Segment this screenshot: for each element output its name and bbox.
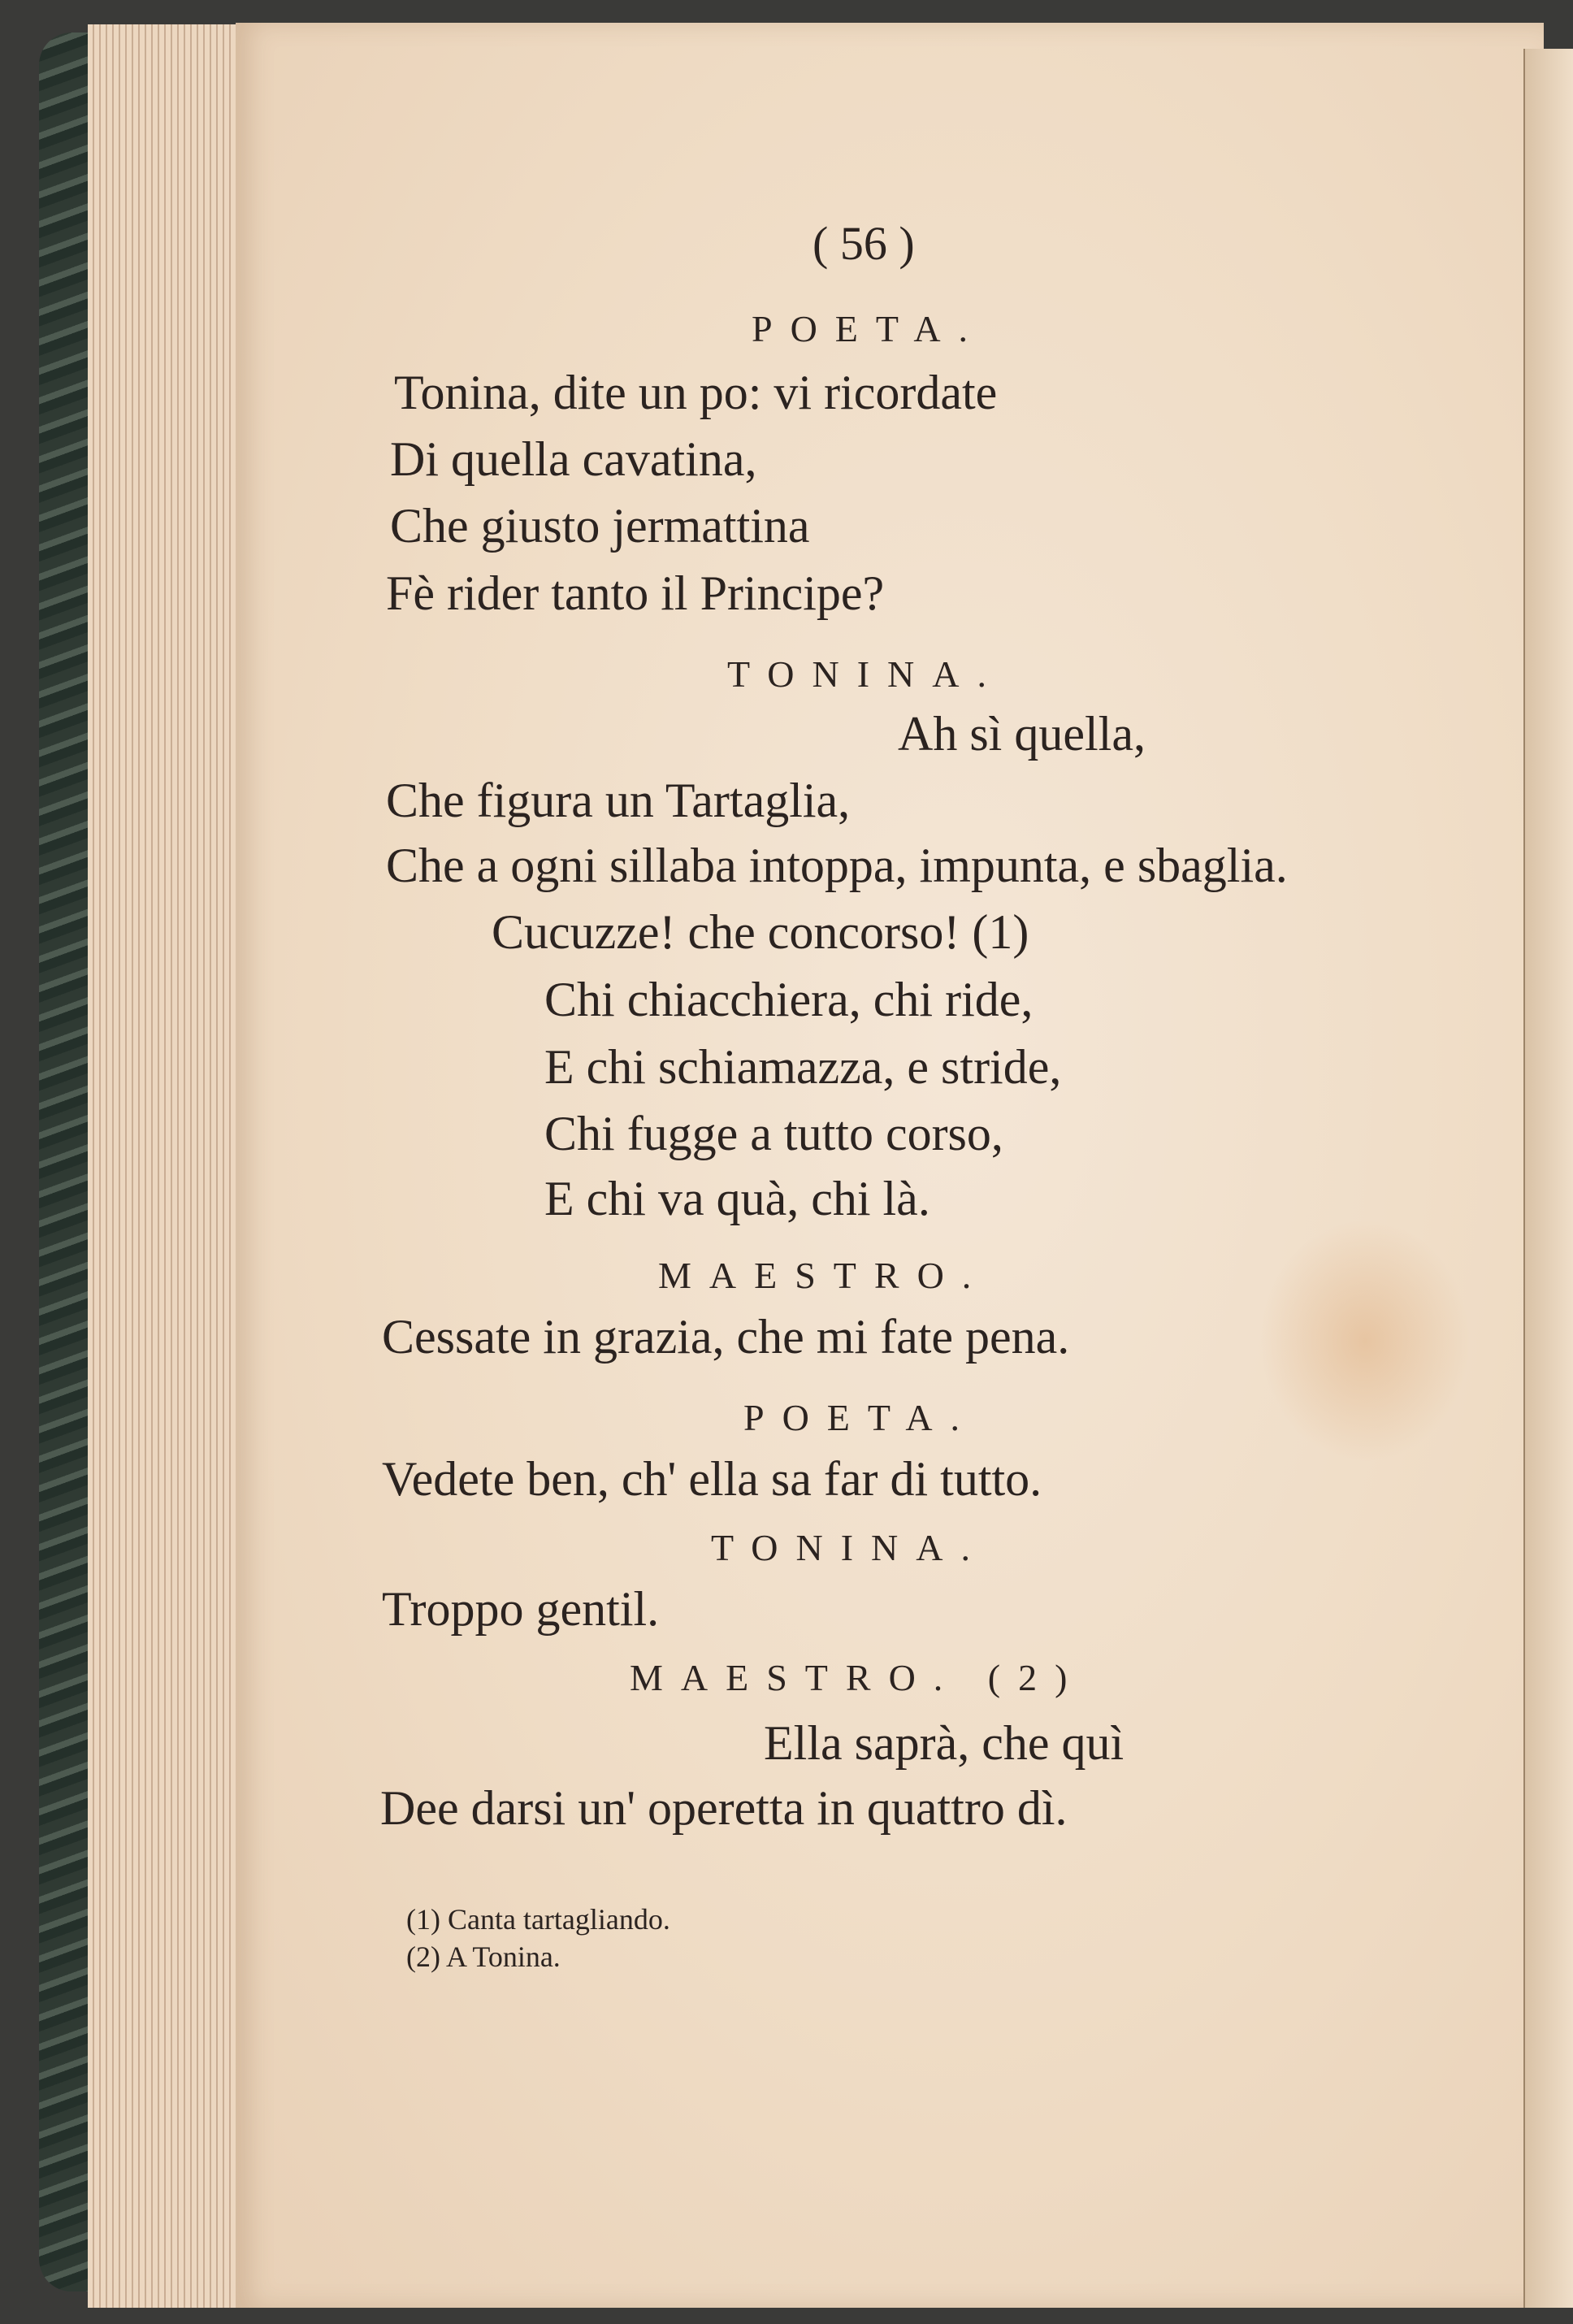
verse-line: Fè rider tanto il Principe? [386,566,885,620]
verse-line: Chi fugge a tutto corso, [544,1107,1003,1160]
verse-line: Che a ogni sillaba intoppa, impunta, e sbaglia. [386,839,1288,892]
speaker-heading: MAESTRO. (2) [630,1657,1086,1698]
speaker-heading: POETA. [743,1397,978,1438]
verse-line: Vedete ben, ch' ella sa far di tutto. [382,1452,1042,1506]
page-number: ( 56 ) [812,217,915,270]
footnote: (1) Canta tartagliando. [406,1903,670,1936]
verse-line: Ah sì quella, [898,707,1146,761]
verse-line: E chi va quà, chi là. [544,1172,930,1225]
speaker-heading: POETA. [752,308,986,349]
speaker-heading: TONINA. [727,653,1004,695]
footnote: (2) A Tonina. [406,1940,561,1973]
verse-line: Dee darsi un' operetta in quattro dì. [380,1781,1068,1835]
verse-line: Ella saprà, che quì [764,1716,1124,1770]
verse-line: Che figura un Tartaglia, [386,774,851,827]
speaker-heading: MAESTRO. [658,1255,990,1296]
speaker-heading: TONINA. [711,1527,988,1568]
verse-line: Cucuzze! che concorso! (1) [492,905,1029,959]
verse-line: Tonina, dite un po: vi ricordate [394,366,998,419]
verse-line: Di quella cavatina, [390,432,757,486]
verse-line: Troppo gentil. [382,1582,660,1636]
verse-line: Chi chiacchiera, chi ride, [544,973,1034,1026]
verse-line: Cessate in grazia, che mi fate pena. [382,1310,1070,1364]
verse-line: Che giusto jermattina [390,499,810,553]
verse-line: E chi schiamazza, e stride, [544,1040,1062,1094]
